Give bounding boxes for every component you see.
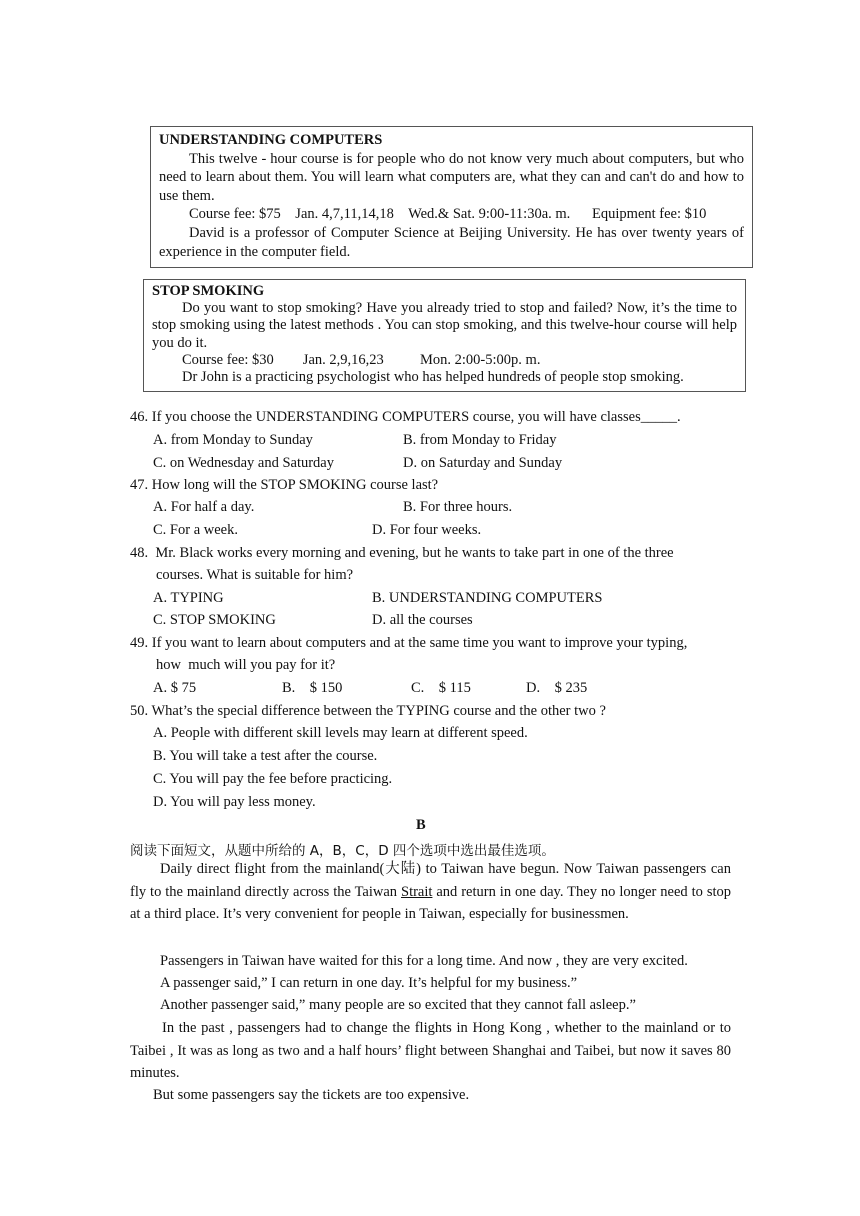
question-50-option-b: B. You will take a test after the course. — [153, 748, 378, 764]
course-teacher: Dr John is a practicing psychologist who has helped hundreds of people stop smoking. — [182, 369, 684, 386]
passage-paragraph-3: A passenger said,” I can return in one day. It’s helpful for my business.” — [160, 975, 578, 991]
question-47-option-b: B. For three hours. — [403, 499, 513, 515]
question-49-option-c: C. $ 115 — [411, 680, 471, 696]
passage-text: and return in one day. They no longer need to stop at a third place. It’s very convenient for people in Taiwan, especially for businessmen. — [130, 883, 732, 923]
course-box-stop-smoking — [143, 279, 746, 392]
question-49-option-d: D. $ 235 — [526, 680, 588, 696]
passage-paragraph-2: Passengers in Taiwan have waited for this for a long time. And now , they are very excited. — [160, 953, 688, 969]
course-fee-line: Course fee: $75 Jan. 4,7,11,14,18 Wed.& Sat. 9:00-11:30a. m. Equipment fee: $10 — [189, 206, 707, 223]
question-48-option-c: C. STOP SMOKING — [153, 612, 276, 628]
passage-paragraph-5: In the past , passengers had to change the flights in Hong Kong , whether to the mainland or to Taibei , It was as long as two and a half hours’ flight between Shanghai and Taibei, but now it saves 80 minutes. — [130, 1020, 731, 1081]
question-48-option-d: D. all the courses — [372, 612, 473, 628]
course-title: STOP SMOKING — [152, 283, 265, 299]
section-heading: B — [416, 817, 426, 833]
course-box-understanding-computers — [150, 126, 753, 268]
course-title: UNDERSTANDING COMPUTERS — [159, 132, 383, 148]
question-50-option-c: C. You will pay the fee before practicing. — [153, 771, 393, 787]
question-47-stem: 47. How long will the STOP SMOKING course last? — [130, 477, 439, 493]
question-46-option-d: D. on Saturday and Sunday — [403, 455, 563, 471]
course-description: This twelve - hour course is for people who do not know very much about computers, but who need to learn about them. You will learn what computers are, what they can and can't do and how to use them. — [159, 150, 744, 204]
question-49-stem: 49. If you want to learn about computers and at the same time you want to improve your typing, — [130, 635, 688, 651]
question-49-stem-continued: how much will you pay for it? — [156, 657, 336, 673]
question-47-option-a: A. For half a day. — [153, 499, 255, 515]
question-48-stem-continued: courses. What is suitable for him? — [156, 567, 354, 583]
question-48-stem: 48. Mr. Black works every morning and evening, but he wants to take part in one of the three — [130, 545, 674, 561]
course-fee-line: Course fee: $30 Jan. 2,9,16,23 Mon. 2:00-5:00p. m. — [182, 351, 541, 368]
question-49-option-b: B. $ 150 — [282, 680, 343, 696]
question-50-option-a: A. People with different skill levels may learn at different speed. — [153, 725, 528, 741]
passage-text: Daily direct flight from the mainland(大陆) to Taiwan have begun. Now Taiwan passengers can fly to the mainland directly across the Taiwan — [130, 861, 731, 900]
question-47-option-c: C. For a week. — [153, 522, 238, 538]
question-48-option-b: B. UNDERSTANDING COMPUTERS — [372, 590, 603, 606]
question-47-option-d: D. For four weeks. — [372, 522, 482, 538]
question-46-stem: 46. If you choose the UNDERSTANDING COMPUTERS course, you will have classes_____. — [130, 409, 681, 425]
question-48-option-a: A. TYPING — [153, 590, 224, 606]
section-instruction: 阅读下面短文，从题中所给的 A，B，C，D 四个选项中选出最佳选项。 — [130, 843, 555, 859]
question-46-option-a: A. from Monday to Sunday — [153, 432, 313, 448]
question-49-option-a: A. $ 75 — [153, 680, 197, 696]
question-46-option-c: C. on Wednesday and Saturday — [153, 455, 334, 471]
course-teacher: David is a professor of Computer Science at Beijing University. He has over twenty years of experience in the computer field. — [159, 224, 744, 260]
question-50-option-d: D. You will pay less money. — [153, 794, 316, 810]
passage-paragraph-4: Another passenger said,” many people are so excited that they cannot fall asleep.” — [160, 997, 636, 1013]
question-46-option-b: B. from Monday to Friday — [403, 432, 557, 448]
course-description: Do you want to stop smoking? Have you already tried to stop and failed? Now, it’s the time to stop smoking using the latest methods . You can stop smoking, and this twelve-hour course will help you do it. — [152, 300, 737, 351]
question-50-stem: 50. What’s the special difference between the TYPING course and the other two ? — [130, 703, 606, 719]
passage-paragraph-1 — [130, 858, 731, 926]
underlined-word: Strait — [401, 883, 433, 900]
passage-paragraph-6: But some passengers say the tickets are too expensive. — [153, 1087, 470, 1103]
